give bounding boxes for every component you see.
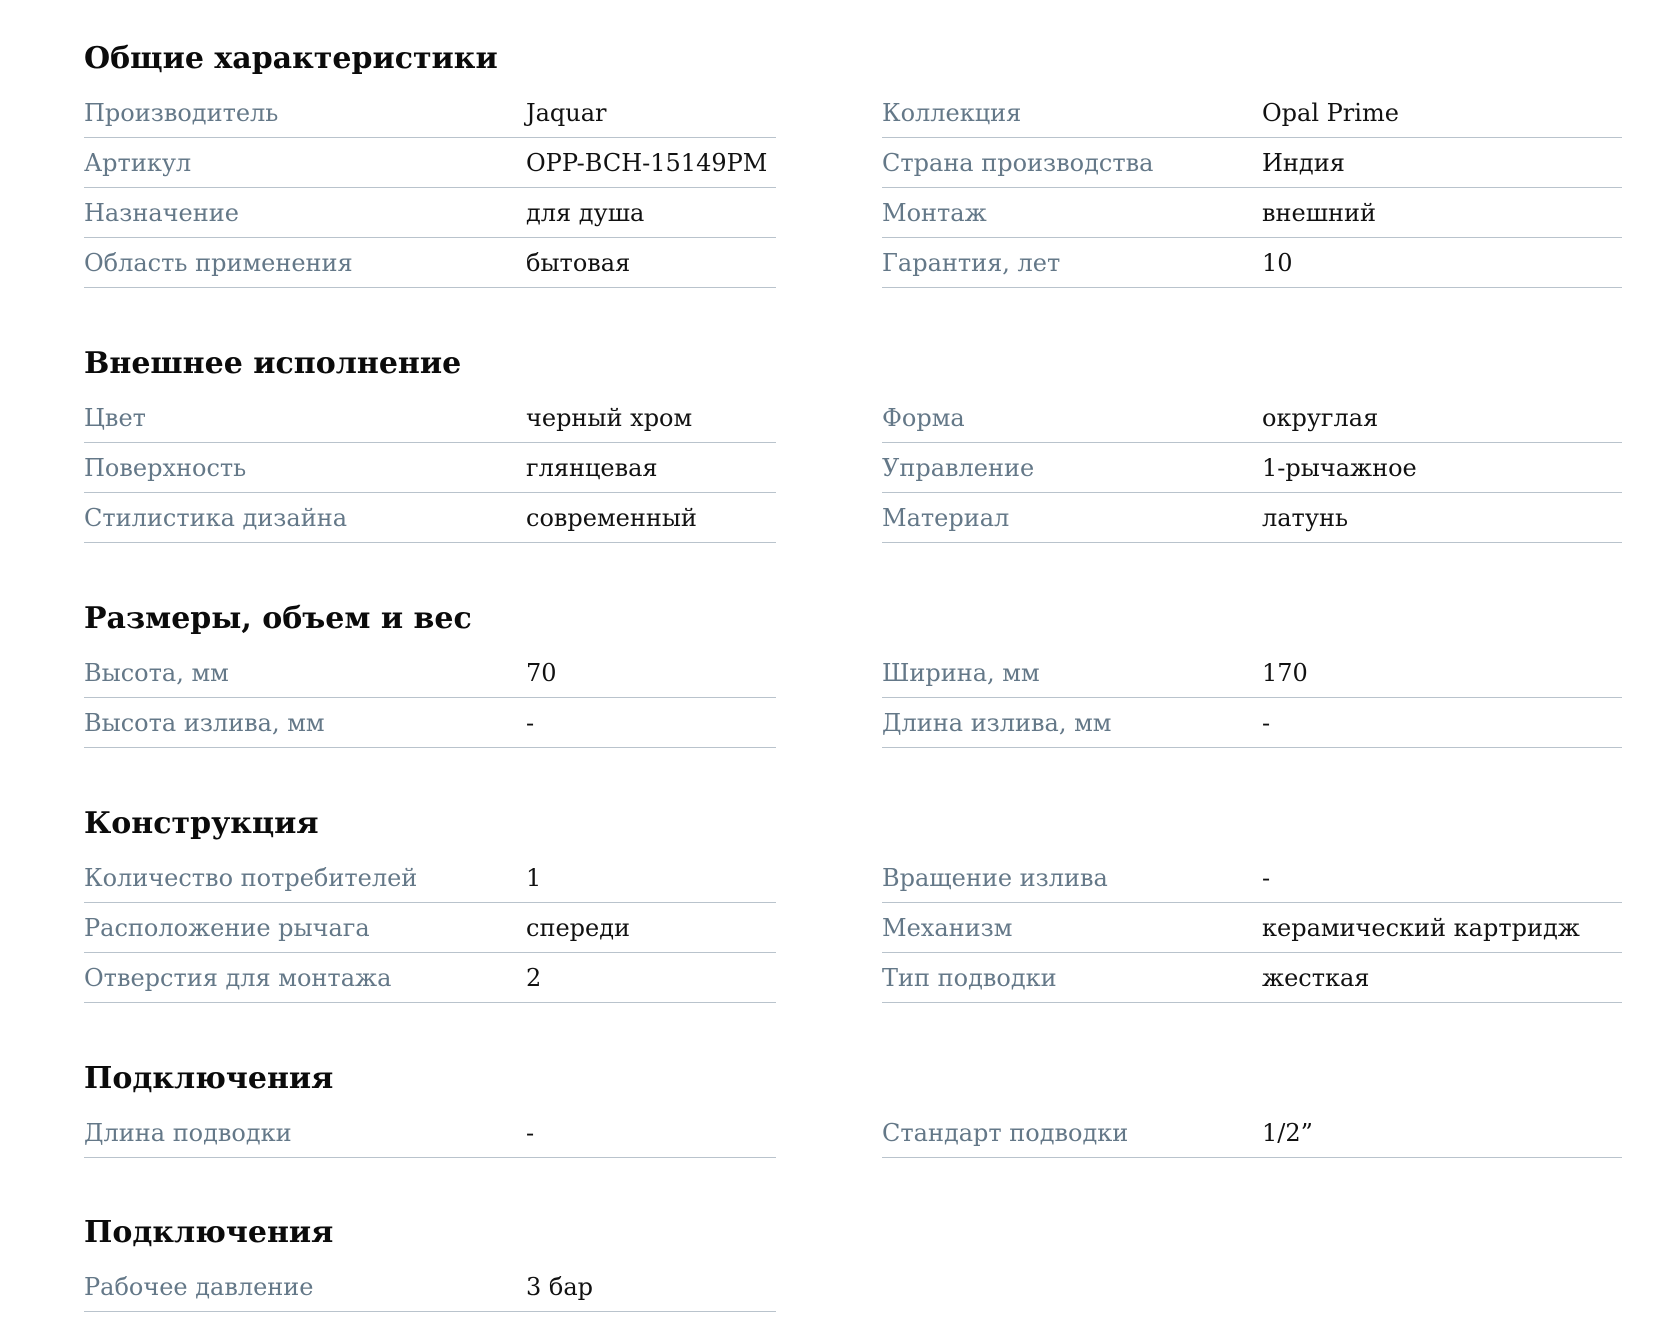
spec-value: - xyxy=(1262,708,1271,737)
spec-row xyxy=(84,648,776,698)
spec-label: Тип подводки xyxy=(882,963,1057,992)
section-title: Размеры, объем и вес xyxy=(84,601,472,636)
spec-value: 70 xyxy=(526,658,557,687)
spec-label: Механизм xyxy=(882,913,1013,942)
spec-value: 170 xyxy=(1262,658,1308,687)
spec-label: Поверхность xyxy=(84,453,247,482)
spec-row xyxy=(882,443,1622,493)
spec-column-right xyxy=(776,1262,1622,1312)
spec-row xyxy=(882,88,1622,138)
spec-column-left xyxy=(84,1262,776,1312)
spec-value: Opal Prime xyxy=(1262,98,1399,127)
spec-label: Расположение рычага xyxy=(84,913,370,942)
spec-value: округлая xyxy=(1262,403,1379,432)
section-title: Внешнее исполнение xyxy=(84,346,462,381)
spec-row xyxy=(882,188,1622,238)
spec-value: жесткая xyxy=(1262,963,1370,992)
spec-value: Jaquar xyxy=(526,98,607,127)
section-general xyxy=(84,30,1622,288)
spec-label: Длина излива, мм xyxy=(882,708,1112,737)
spec-value: OPP-BCH-15149PM xyxy=(526,148,768,177)
spec-table xyxy=(84,648,1622,748)
spec-table xyxy=(84,1262,1622,1312)
spec-value: - xyxy=(1262,863,1271,892)
spec-column-left xyxy=(84,88,776,288)
spec-row xyxy=(882,698,1622,748)
spec-label: Отверстия для монтажа xyxy=(84,963,392,992)
spec-row xyxy=(882,493,1622,543)
spec-row xyxy=(882,1108,1622,1158)
spec-label: Стандарт подводки xyxy=(882,1118,1129,1147)
spec-label: Рабочее давление xyxy=(84,1272,314,1301)
spec-row xyxy=(84,698,776,748)
spec-column-left xyxy=(84,853,776,1003)
spec-row xyxy=(882,393,1622,443)
section-connections-pressure xyxy=(84,1204,1622,1312)
spec-label: Форма xyxy=(882,403,965,432)
spec-value: современный xyxy=(526,503,697,532)
spec-label: Производитель xyxy=(84,98,279,127)
spec-row xyxy=(882,903,1622,953)
spec-value: бытовая xyxy=(526,248,631,277)
spec-value: керамический картридж xyxy=(1262,913,1580,942)
spec-label: Управление xyxy=(882,453,1035,482)
spec-column-left xyxy=(84,648,776,748)
spec-column-right xyxy=(776,853,1622,1003)
spec-label: Ширина, мм xyxy=(882,658,1040,687)
section-construction xyxy=(84,795,1622,1003)
section-dimensions xyxy=(84,590,1622,748)
spec-label: Высота излива, мм xyxy=(84,708,325,737)
spec-column-right xyxy=(776,1108,1622,1158)
spec-column-right xyxy=(776,88,1622,288)
spec-row xyxy=(84,1108,776,1158)
spec-value: 2 xyxy=(526,963,542,992)
spec-row xyxy=(84,493,776,543)
spec-value: 1-рычажное xyxy=(1262,453,1417,482)
spec-label: Длина подводки xyxy=(84,1118,292,1147)
section-connections xyxy=(84,1050,1622,1158)
spec-label: Материал xyxy=(882,503,1010,532)
section-title: Подключения xyxy=(84,1061,334,1096)
spec-label: Цвет xyxy=(84,403,146,432)
spec-column-left xyxy=(84,1108,776,1158)
spec-value: - xyxy=(526,708,535,737)
spec-value: глянцевая xyxy=(526,453,658,482)
spec-row xyxy=(84,853,776,903)
spec-label: Стилистика дизайна xyxy=(84,503,348,532)
section-title: Подключения xyxy=(84,1215,334,1250)
spec-value: для душа xyxy=(526,198,645,227)
spec-label: Коллекция xyxy=(882,98,1022,127)
spec-table xyxy=(84,853,1622,1003)
spec-value: 1/2” xyxy=(1262,1118,1313,1147)
spec-row xyxy=(882,853,1622,903)
spec-row xyxy=(84,138,776,188)
section-title: Общие характеристики xyxy=(84,41,498,76)
spec-row xyxy=(84,393,776,443)
spec-label: Монтаж xyxy=(882,198,987,227)
spec-row xyxy=(84,1262,776,1312)
spec-row xyxy=(882,648,1622,698)
spec-table xyxy=(84,1108,1622,1158)
spec-label: Вращение излива xyxy=(882,863,1108,892)
spec-value: - xyxy=(526,1118,535,1147)
spec-label: Область применения xyxy=(84,248,353,277)
spec-label: Гарантия, лет xyxy=(882,248,1061,277)
spec-value: спереди xyxy=(526,913,630,942)
spec-value: латунь xyxy=(1262,503,1349,532)
spec-label: Артикул xyxy=(84,148,192,177)
spec-value: Индия xyxy=(1262,148,1345,177)
spec-row xyxy=(882,138,1622,188)
spec-label: Количество потребителей xyxy=(84,863,418,892)
section-title: Конструкция xyxy=(84,806,319,841)
spec-table xyxy=(84,88,1622,288)
section-appearance xyxy=(84,335,1622,543)
spec-row xyxy=(84,443,776,493)
spec-value: 10 xyxy=(1262,248,1293,277)
spec-value: черный хром xyxy=(526,403,693,432)
spec-label: Назначение xyxy=(84,198,239,227)
spec-column-right xyxy=(776,393,1622,543)
spec-row xyxy=(84,903,776,953)
spec-label: Высота, мм xyxy=(84,658,229,687)
spec-value: 3 бар xyxy=(526,1272,594,1301)
spec-table xyxy=(84,393,1622,543)
spec-row xyxy=(882,238,1622,288)
spec-column-left xyxy=(84,393,776,543)
spec-row xyxy=(84,88,776,138)
spec-row xyxy=(84,238,776,288)
spec-value: внешний xyxy=(1262,198,1377,227)
spec-row xyxy=(84,188,776,238)
spec-row xyxy=(882,953,1622,1003)
spec-row xyxy=(84,953,776,1003)
spec-label: Страна производства xyxy=(882,148,1154,177)
spec-value: 1 xyxy=(526,863,542,892)
spec-column-right xyxy=(776,648,1622,748)
